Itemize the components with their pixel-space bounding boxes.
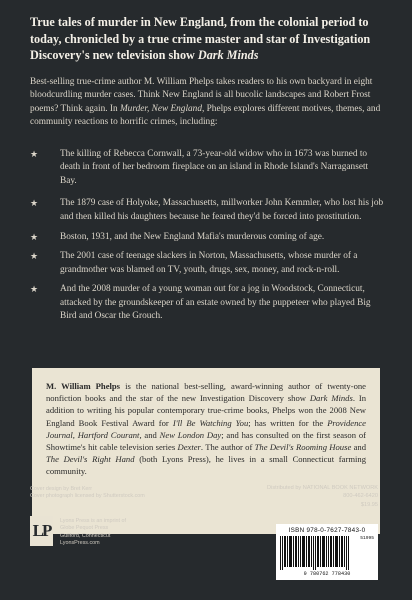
- author-name: M. William Phelps: [46, 381, 121, 391]
- bio-text: (both Lyons Press), he lives in a small Connecticut farming community.: [46, 454, 366, 477]
- headline-text: True tales of murder in New England, from the colonial period to today, chronicled by a true crime master and star of Investigation Discovery's new television show: [30, 15, 371, 62]
- list-item: [30, 231, 386, 244]
- bio-award-book: I'll Be Watching You: [172, 417, 249, 428]
- list-item-text: The killing of Rebecca Cornwall, a 73-year-old widow who in 1673 was burned to death in front of her bedroom fireplace on an island in Rhode Island's Narragansett Bay.: [60, 149, 369, 186]
- bio-book-title: The Devil's Right Hand: [46, 454, 135, 465]
- bio-show-title: Dark Minds: [309, 393, 353, 404]
- isbn-barcode: [276, 524, 378, 580]
- publisher-imprint: [60, 518, 170, 548]
- author-bio-panel: [32, 368, 380, 534]
- list-item: [30, 197, 386, 224]
- distribution-info: [246, 484, 378, 500]
- list-item-text: Boston, 1931, and the New England Mafia's murderous coming of age.: [60, 232, 325, 243]
- imprint-line: Lyons Press is an imprint of: [60, 518, 127, 524]
- headline: [30, 14, 390, 64]
- price-label: $19.95: [360, 502, 378, 508]
- imprint-line: Guilford, Connecticut: [60, 532, 111, 539]
- distributor-line: Distributed by NATIONAL BOOK NETWORK: [267, 485, 378, 491]
- list-item-text: And the 2008 murder of a young woman out for a jog in Woodstock, Connecticut, attacked by the groundskeeper of an estate owned by the puppeteer who played Big Bird and Oscar the Grouch.: [60, 284, 371, 322]
- cover-design-credit: Cover design by Bret Kerr: [30, 486, 93, 492]
- distributor-phone: 800-462-6420: [343, 493, 378, 499]
- cover-photo-credit: Cover photograph licensed by Shutterstock.com: [30, 493, 145, 499]
- bio-text: and: [351, 442, 366, 453]
- bio-text: . The author of: [200, 442, 255, 453]
- isbn-number: ISBN 978-0-7627-7843-0: [288, 527, 366, 534]
- bio-text: , and: [139, 429, 160, 440]
- price-code: 51995: [360, 536, 374, 541]
- star-bullet-icon: ★: [30, 198, 39, 209]
- publisher-logo-icon: LP: [30, 516, 53, 546]
- case-list: [30, 148, 386, 331]
- list-item: [30, 283, 386, 323]
- list-item: [30, 250, 386, 277]
- bio-text: is the national best-selling, award-winning author of twenty-one nonfiction books and the star of the new Investigation Discovery show: [46, 381, 366, 404]
- bio-book-title: The Devil's Rooming House: [254, 442, 352, 453]
- bio-publication: New London Day: [159, 429, 222, 440]
- bio-publication: Providence Journal: [46, 417, 366, 440]
- barcode-digits: 9 780762 778430: [303, 571, 351, 577]
- bio-text: ,: [72, 429, 78, 440]
- bio-text: . In addition to writing his popular contemporary true-crime books, Phelps won the 2008 New England Book Festival Award for: [46, 393, 366, 428]
- intro-text-1: Best-selling true-crime author M. William Phelps takes readers to his own backyard in eight bloodcurdling murder cases. Think New England is all bucolic landscapes and Robert Frost poems? Think again. In: [30, 77, 373, 114]
- headline-show-title: Dark Minds: [197, 48, 259, 62]
- intro-book-title: Murder, New England: [119, 103, 202, 114]
- intro-text-2: , Phelps explores different motives, themes, and community reactions to horrific crimes, including:: [30, 103, 381, 128]
- intro-paragraph: [30, 76, 386, 130]
- list-item-text: The 2001 case of teenage slackers in Norton, Massachusetts, whose murder of a grandmother was blamed on TV, youth, drugs, sex, money, and rock-n-roll.: [60, 251, 358, 275]
- cover-credits: [30, 486, 180, 500]
- bio-publication: Hartford Courant: [77, 429, 140, 440]
- bio-series-title: Dexter: [177, 442, 201, 453]
- star-bullet-icon: ★: [30, 149, 39, 159]
- imprint-line: Globe Pequot Press: [60, 525, 109, 532]
- imprint-website: LyonsPress.com: [60, 540, 100, 547]
- star-bullet-icon: ★: [30, 284, 39, 295]
- bio-text: ; and has consulted on the first season of Showtime's hit cable television series: [46, 429, 367, 453]
- barcode-icon: [280, 536, 350, 570]
- list-item-text: The 1879 case of Holyoke, Massachusetts, millworker John Kemmler, who lost his job and then killed his daughters because he feared they'd be forced into prostitution.: [60, 198, 384, 222]
- list-item: [30, 148, 386, 188]
- bio-text: ; has written for the: [248, 417, 328, 428]
- star-bullet-icon: ★: [30, 232, 39, 243]
- star-bullet-icon: ★: [30, 251, 39, 262]
